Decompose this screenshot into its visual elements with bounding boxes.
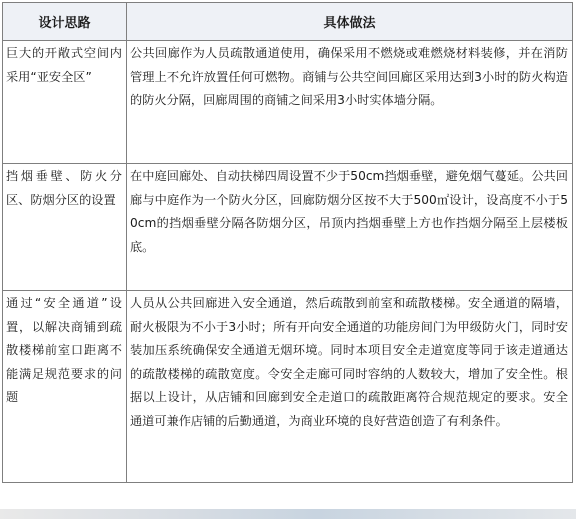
- design-table: [2, 2, 573, 483]
- table-row: [3, 41, 573, 164]
- cropped-image-strip: [0, 509, 576, 519]
- design-idea-cell: 通过“安全通道”设置，以解决商铺到疏散楼梯前室口距离不能满足规范要求的问题: [3, 291, 127, 483]
- header-design-idea: 设计思路: [3, 3, 127, 41]
- header-specific-method: 具体做法: [127, 3, 573, 41]
- table-header-row: [3, 3, 573, 41]
- design-idea-cell: 挡烟垂壁、防火分区、防烟分区的设置: [3, 164, 127, 291]
- table-row: [3, 291, 573, 483]
- method-cell: 人员从公共回廊进入安全通道，然后疏散到前室和疏散楼梯。安全通道的隔墙，耐火极限为不小于3小时；所有开向安全通道的功能房间门为甲级防火门，同时安装加压系统确保安全通道无烟环境。同时本项目安全走道宽度等同于该走道通达的疏散楼梯的疏散宽度。令安全走廊可同时容纳的人数较大，增加了安全性。根据以上设计，从店铺和回廊到安全走道口的疏散距离符合规范规定的要求。安全通道可兼作店铺的后勤通道，为商业环境的良好营造创造了有利条件。: [127, 291, 573, 483]
- table-row: [3, 164, 573, 291]
- method-cell: 公共回廊作为人员疏散通道使用，确保采用不燃烧或难燃烧材料装修，并在消防管理上不允许放置任何可燃物。商铺与公共空间回廊区采用达到3小时的防火构造的防火分隔，回廊周围的商铺之间采用3小时实体墙分隔。: [127, 41, 573, 164]
- method-cell: 在中庭回廊处、自动扶梯四周设置不少于50cm挡烟垂壁，避免烟气蔓延。公共回廊与中庭作为一个防火分区，回廊防烟分区按不大于500㎡设计，设高度不小于50cm的挡烟垂壁分隔各防烟分区，吊顶内挡烟垂壁上方也作挡烟分隔至上层楼板底。: [127, 164, 573, 291]
- design-idea-cell: 巨大的开敞式空间内采用“亚安全区”: [3, 41, 127, 164]
